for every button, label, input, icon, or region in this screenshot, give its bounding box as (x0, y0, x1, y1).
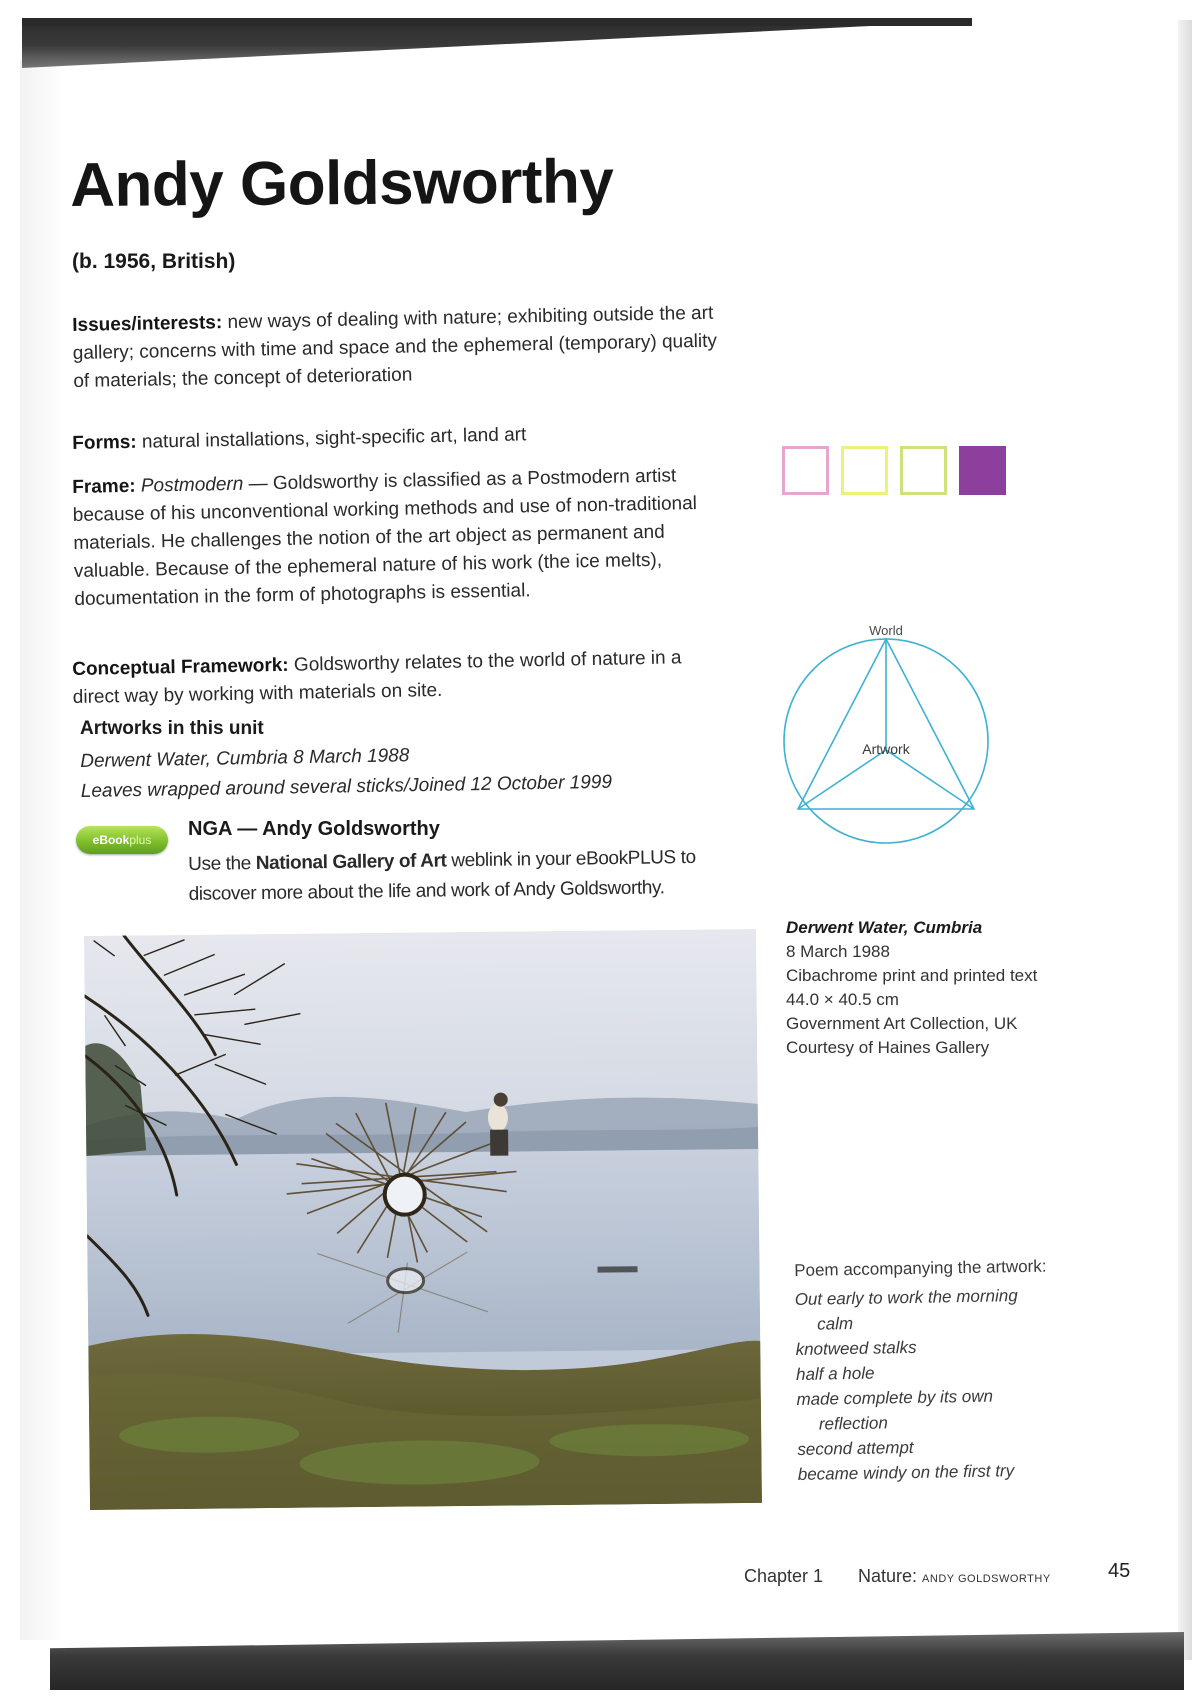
footer-chapter: Chapter 1 (744, 1566, 824, 1586)
poem-line: became windy on the first try (797, 1461, 1015, 1484)
caption-collection: Government Art Collection, UK (786, 1014, 1018, 1033)
caption-date: 8 March 1988 (786, 942, 890, 961)
page-footer (744, 1560, 1134, 1590)
artworks-heading: Artworks in this unit (80, 718, 264, 739)
framework-spoke (886, 750, 974, 809)
poem-line: knotweed stalks (795, 1337, 917, 1359)
artworks-list (80, 736, 721, 807)
diagram-label-world: World (869, 623, 903, 638)
weblink-title[interactable]: NGA — Andy Goldsworthy (188, 818, 440, 840)
ebook-badge-main: eBook (92, 833, 130, 847)
weblink-text-pre: Use the (188, 853, 256, 875)
poem-line: reflection (818, 1413, 889, 1434)
frame-square (900, 446, 947, 495)
diagram-label-artwork: Artwork (862, 741, 910, 757)
poem-line: half a hole (795, 1363, 875, 1384)
conceptual-label: Conceptual Framework: (72, 654, 289, 680)
issues-label: Issues/interests: (72, 312, 223, 336)
forms-paragraph (72, 417, 732, 458)
frame-text: — Goldsworthy is classified as a Postmodern artist because of his unconventional working methods and use of non-traditional materials. He challenges the notion of the art object as permanent and valuable. Because of the ephemeral nature of his work (the ice melts), documentation in the form of photographs is essential. (72, 465, 698, 610)
issues-text: new ways of dealing with nature; exhibiting outside the art gallery; concerns with time and space and the ephemeral (temporary) quality of materials; the concept of deterioration (72, 302, 718, 392)
artwork-photo (84, 929, 762, 1510)
forms-label: Forms: (72, 431, 137, 454)
ebook-badge-plus: plus (129, 833, 152, 847)
caption-size: 44.0 × 40.5 cm (786, 990, 899, 1009)
poem-line: made complete by its own (796, 1386, 994, 1409)
frame-type: Postmodern (140, 473, 244, 497)
artist-dates: (b. 1956, British) (72, 250, 236, 273)
caption-courtesy: Courtesy of Haines Gallery (786, 1038, 990, 1057)
frame-square (841, 446, 888, 495)
poem-line: second attempt (797, 1437, 914, 1459)
frame-label: Frame: (72, 475, 136, 498)
scan-top-edge (22, 18, 972, 26)
poem-line: calm (816, 1313, 854, 1334)
frame-paragraph (72, 461, 735, 614)
conceptual-framework-diagram (776, 620, 996, 850)
issues-paragraph (72, 299, 733, 396)
poem (794, 1253, 1098, 1487)
artwork-item: Derwent Water, Cumbria 8 March 1988 (80, 745, 410, 772)
poem-line: Out early to work the morning (794, 1286, 1018, 1309)
scan-right-edge (1178, 20, 1192, 1660)
weblink-text-post: weblink in your eBookPLUS to discover more about the life and work of Andy Goldsworthy. (188, 846, 696, 905)
forms-text: natural installations, sight-specific art, land art (141, 424, 527, 453)
frame-square (782, 446, 829, 495)
footer-section-name: Nature: (858, 1566, 918, 1586)
page-title: Andy Goldsworthy (70, 147, 614, 220)
artwork-caption (786, 916, 1086, 1060)
weblink-description (188, 842, 749, 910)
caption-title: Derwent Water, Cumbria (786, 918, 983, 937)
framework-spoke (798, 750, 886, 809)
caption-medium: Cibachrome print and printed text (786, 966, 1038, 985)
ebookplus-badge[interactable] (76, 826, 168, 854)
conceptual-text: Goldsworthy relates to the world of nature in a direct way by working with materials on site. (72, 647, 682, 708)
poem-intro: Poem accompanying the artwork: (794, 1256, 1047, 1280)
scan-bottom-shadow (50, 1632, 1184, 1690)
conceptual-paragraph (72, 643, 733, 712)
frame-squares (782, 446, 1012, 500)
footer-section-caps: ANDY GOLDSWORTHY (922, 1573, 1051, 1585)
scan-gutter-shadow (20, 60, 66, 1640)
weblink-gallery-name: National Gallery of Art (255, 850, 447, 875)
footer-section (858, 1566, 1051, 1587)
frame-square (959, 446, 1006, 495)
page-number: 45 (1108, 1560, 1131, 1582)
artwork-item: Leaves wrapped around several sticks/Joined 12 October 1999 (80, 771, 613, 802)
